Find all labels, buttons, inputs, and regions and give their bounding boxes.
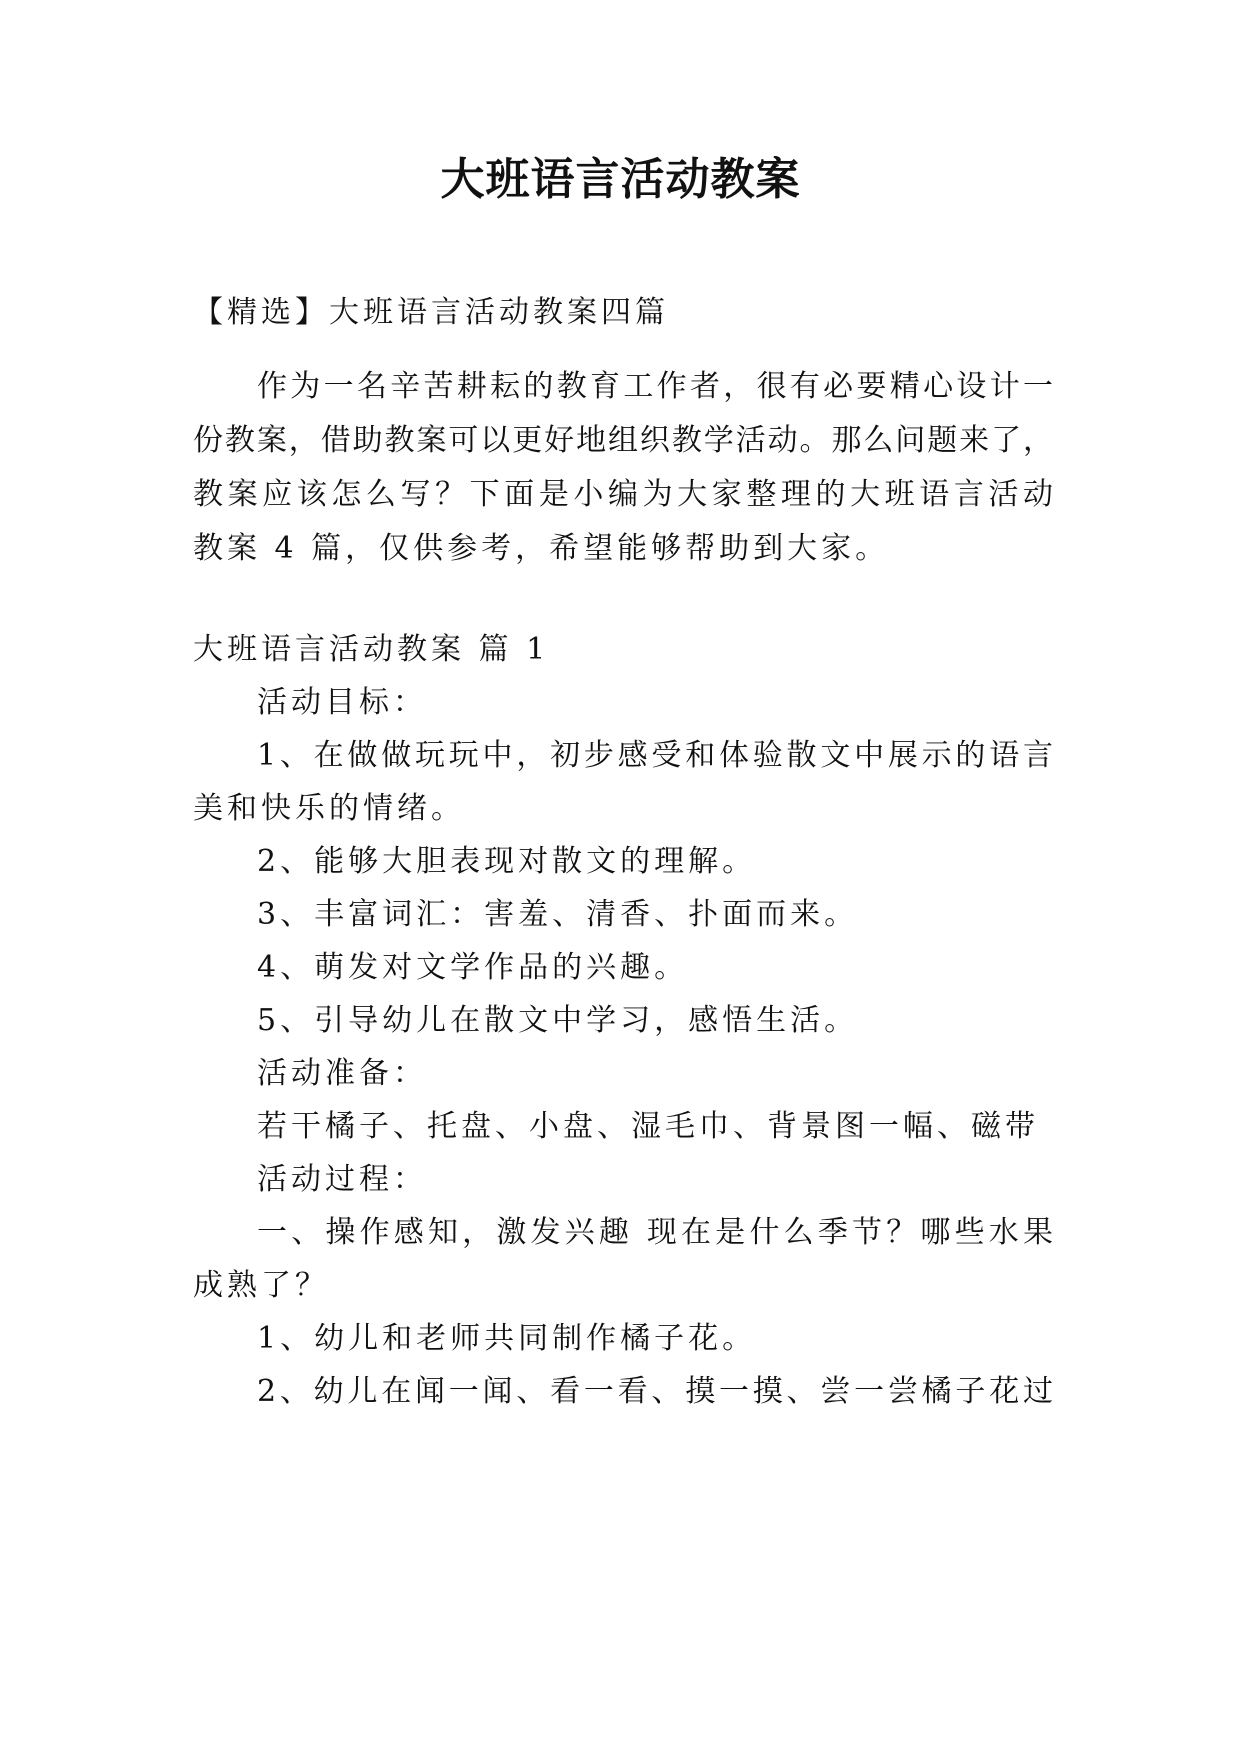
goal-3: 3、丰富词汇：害羞、清香、扑面而来。 [257, 897, 859, 932]
prep-label: 活动准备： [257, 1056, 427, 1091]
goal-1-line-2: 美和快乐的情绪。 [193, 791, 465, 826]
goal-1-line-1: 1、在做做玩玩中，初步感受和体验散文中展示的语言 [257, 738, 1053, 773]
step-1-line-1: 一、操作感知，激发兴趣 现在是什么季节？哪些水果 [257, 1215, 1053, 1250]
intro-line-4: 教案 4 篇，仅供参考，希望能够帮助到大家。 [193, 531, 890, 566]
process-label: 活动过程： [257, 1162, 427, 1197]
goal-4: 4、萌发对文学作品的兴趣。 [257, 950, 689, 985]
step-1-item-2: 2、幼儿在闻一闻、看一看、摸一摸、尝一尝橘子花过 [257, 1374, 1053, 1409]
goals-label: 活动目标： [257, 685, 427, 720]
section-heading: 大班语言活动教案 篇 1 [193, 632, 550, 667]
document-title: 大班语言活动教案 [440, 154, 801, 205]
prep-text: 若干橘子、托盘、小盘、湿毛巾、背景图一幅、磁带 [257, 1109, 1039, 1144]
step-1-item-1: 1、幼儿和老师共同制作橘子花。 [257, 1321, 757, 1356]
goal-2: 2、能够大胆表现对散文的理解。 [257, 844, 757, 879]
step-1-line-2: 成熟了？ [193, 1268, 329, 1303]
intro-line-2: 份教案，借助教案可以更好地组织教学活动。那么问题来了， [193, 423, 1053, 458]
document-subtitle: 【精选】大班语言活动教案四篇 [193, 295, 669, 330]
intro-line-3: 教案应该怎么写？下面是小编为大家整理的大班语言活动 [193, 477, 1053, 512]
intro-line-1: 作为一名辛苦耕耘的教育工作者，很有必要精心设计一 [257, 369, 1053, 404]
goal-5: 5、引导幼儿在散文中学习，感悟生活。 [257, 1003, 859, 1038]
